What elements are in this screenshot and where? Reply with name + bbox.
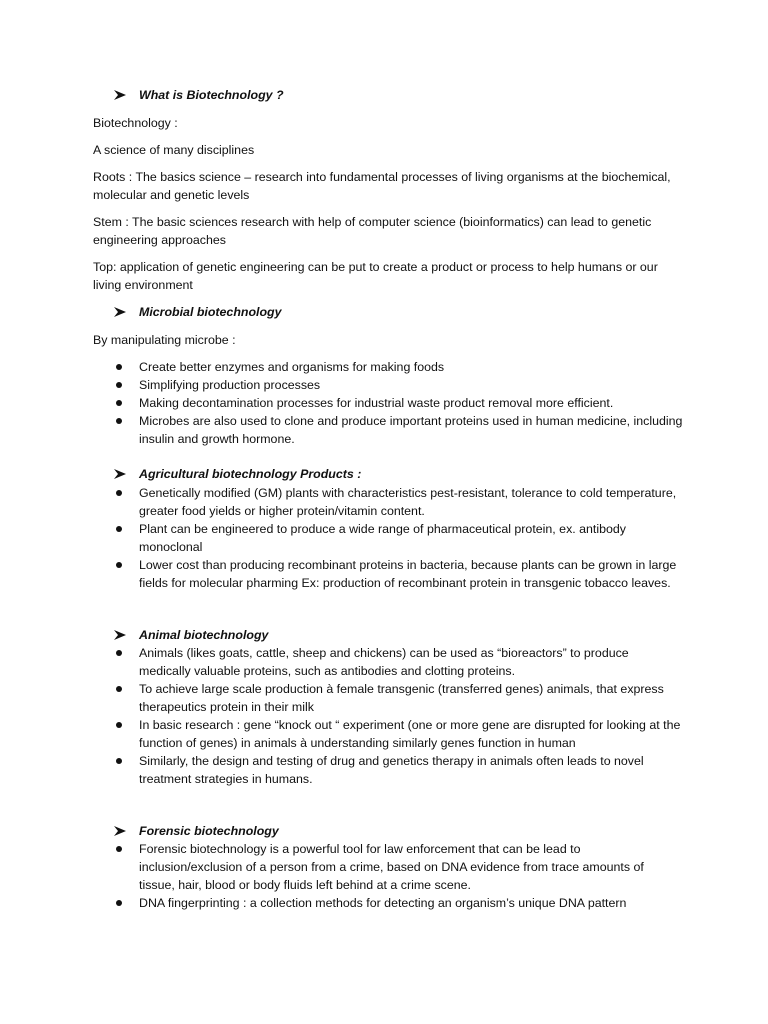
section-heading-agricultural bbox=[113, 465, 361, 483]
list-item-text: Animals (likes goats, cattle, sheep and chickens) can be used as “bioreactors” to produce medically valuable proteins, such as antibodies and clotting proteins. bbox=[139, 646, 629, 678]
heading-text: Forensic biotechnology bbox=[139, 824, 279, 838]
section-heading-microbial bbox=[113, 303, 282, 321]
biotech-definition bbox=[93, 141, 683, 159]
bullet-dot-icon bbox=[116, 526, 122, 532]
list-item-text: Microbes are also used to clone and produce important proteins used in human medicine, including insulin and growth hormone. bbox=[139, 414, 683, 446]
bullet-dot-icon bbox=[116, 686, 122, 692]
bullet-dot-icon bbox=[116, 900, 122, 906]
list-item-text: Similarly, the design and testing of drug and genetics therapy in animals often leads to novel treatment strategies in humans. bbox=[139, 754, 644, 786]
list-item bbox=[93, 358, 683, 376]
list-item bbox=[93, 840, 683, 894]
roots-text: Roots : The basics science – research into fundamental processes of living organisms at the biochemical, molecular and genetic levels bbox=[93, 170, 671, 202]
list-item-text: To achieve large scale production à female transgenic (transferred genes) animals, that express therapeutics protein in their milk bbox=[139, 682, 664, 714]
list-item bbox=[93, 412, 683, 448]
top-text: Top: application of genetic engineering can be put to create a product or process to help humans or our living environment bbox=[93, 260, 658, 292]
list-item bbox=[93, 394, 683, 412]
bullet-dot-icon bbox=[116, 418, 122, 424]
stem-paragraph bbox=[93, 213, 683, 249]
bullet-dot-icon bbox=[116, 490, 122, 496]
bullet-dot-icon bbox=[116, 846, 122, 852]
list-item-text: Plant can be engineered to produce a wide range of pharmaceutical protein, ex. antibody monoclonal bbox=[139, 522, 626, 554]
list-item bbox=[93, 376, 683, 394]
microbial-intro bbox=[93, 331, 683, 349]
section-heading-what-is bbox=[113, 86, 284, 104]
list-item bbox=[93, 894, 683, 912]
definition-text: A science of many disciplines bbox=[93, 143, 255, 157]
list-item bbox=[93, 520, 683, 556]
heading-text: What is Biotechnology ? bbox=[139, 88, 284, 102]
list-item-text: Making decontamination processes for industrial waste product removal more efficient. bbox=[139, 396, 614, 410]
list-item-text: Forensic biotechnology is a powerful tool for law enforcement that can be lead to inclusion/exclusion of a person from a crime, based on DNA evidence from trace amounts of tissue, hair, blood or body fluids left behind at a crime scene. bbox=[139, 842, 644, 892]
heading-text: Microbial biotechnology bbox=[139, 305, 282, 319]
forensic-list bbox=[93, 840, 683, 912]
bullet-dot-icon bbox=[116, 364, 122, 370]
list-item-text: Lower cost than producing recombinant proteins in bacteria, because plants can be grown in large fields for molecular pharming Ex: production of recombinant protein in transgenic tobacco leaves. bbox=[139, 558, 677, 590]
bullet-dot-icon bbox=[116, 758, 122, 764]
list-item bbox=[93, 680, 683, 716]
agricultural-list bbox=[93, 484, 683, 592]
heading-text: Agricultural biotechnology Products : bbox=[139, 467, 362, 481]
list-item bbox=[93, 484, 683, 520]
stem-text: Stem : The basic sciences research with help of computer science (bioinformatics) can lead to genetic engineering approaches bbox=[93, 215, 652, 247]
list-item-text: Create better enzymes and organisms for making foods bbox=[139, 360, 445, 374]
bullet-dot-icon bbox=[116, 382, 122, 388]
animal-list bbox=[93, 644, 683, 788]
section-heading-animal bbox=[113, 626, 268, 644]
microbial-list bbox=[93, 358, 683, 448]
top-paragraph bbox=[93, 258, 683, 294]
list-item bbox=[93, 716, 683, 752]
bullet-dot-icon bbox=[116, 562, 122, 568]
arrow-bullet-icon bbox=[113, 468, 139, 480]
bullet-dot-icon bbox=[116, 650, 122, 656]
heading-text: Animal biotechnology bbox=[139, 628, 269, 642]
arrow-bullet-icon bbox=[113, 629, 139, 641]
list-item-text: DNA fingerprinting : a collection methods for detecting an organism’s unique DNA pattern bbox=[139, 896, 627, 910]
intro-text: By manipulating microbe : bbox=[93, 333, 236, 347]
list-item bbox=[93, 556, 683, 592]
arrow-bullet-icon bbox=[113, 89, 139, 101]
list-item bbox=[93, 752, 683, 788]
bullet-dot-icon bbox=[116, 400, 122, 406]
bullet-dot-icon bbox=[116, 722, 122, 728]
label-text: Biotechnology : bbox=[93, 116, 178, 130]
list-item bbox=[93, 644, 683, 680]
section-heading-forensic bbox=[113, 822, 279, 840]
list-item-text: Genetically modified (GM) plants with characteristics pest-resistant, tolerance to cold temperature, greater food yields or higher protein/vitamin content. bbox=[139, 486, 677, 518]
roots-paragraph bbox=[93, 168, 683, 204]
list-item-text: Simplifying production processes bbox=[139, 378, 321, 392]
biotech-label bbox=[93, 114, 683, 132]
arrow-bullet-icon bbox=[113, 306, 139, 318]
list-item-text: In basic research : gene “knock out “ experiment (one or more gene are disrupted for looking at the function of genes) in animals à understanding similarly genes function in human bbox=[139, 718, 681, 750]
arrow-bullet-icon bbox=[113, 825, 139, 837]
